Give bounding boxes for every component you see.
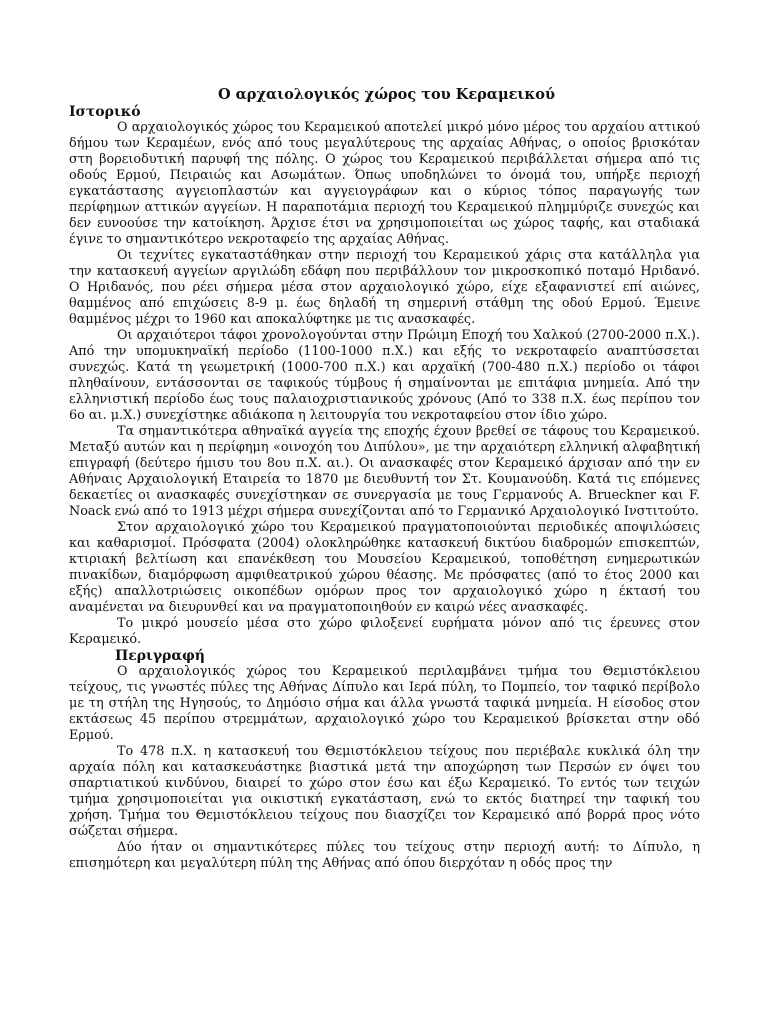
history-paragraph-2: Οι τεχνίτες εγκαταστάθηκαν στην περιοχή του Κεραμεικού χάρις στα κατάλληλα για την κατασκευή αγγείων αργιλώδη εδάφη που περιβάλλουν τον μικροσκοπικό ποταμό Ηριδανό. Ο Ηριδανός, που ρέει σήμερα μέσα στον αρχαιολογικό χώρο, είχε εξαφανιστεί επί αιώνες, θαμμένος από επιχώσεις 8-9 μ. έως δηλαδή τη σημερινή στάθμη της οδού Ερμού. Έμεινε θαμμένος μέχρι το 1960 και αποκαλύφτηκε με τις ανασκαφές. [69, 248, 700, 327]
section-heading-history: Ιστορικό [69, 104, 141, 120]
history-paragraph-5: Στον αρχαιολογικό χώρο του Κεραμεικού πραγματοποιούνται περιοδικές αποψιλώσεις και καθαρισμοί. Πρόσφατα (2004) ολοκληρώθηκε κατασκευή δικτύου διαδρομών επισκεπτών, κτιριακή βελτίωση και επανέκθεση του Μουσείου Κεραμεικού, τοποθέτηση ενημερωτικών πινακίδων, διαμόρφωση αμφιθεατρικού χώρου θέασης. Με πρόσφατες (από το έτος 2000 και εξής) απαλλοτριώσεις οικοπέδων ομόρων προς τον αρχαιολογικό χώρο η έκτασή του αναμένεται να διευρυνθεί και να πραγματοποιηθούν εν καιρώ νέες ανασκαφές. [69, 520, 700, 615]
section-heading-description: Περιγραφή [115, 648, 205, 664]
document-title: Ο αρχαιολογικός χώρος του Κεραμεικού [217, 86, 556, 103]
history-paragraph-6: Το μικρό μουσείο μέσα στο χώρο φιλοξενεί ευρήματα μόνον από τις έρευνες στον Κεραμεικό. [69, 616, 700, 647]
history-paragraph-4: Τα σημαντικότερα αθηναϊκά αγγεία της εποχής έχουν βρεθεί σε τάφους του Κεραμεικού. Μεταξύ αυτών και η περίφημη «οινοχόη του Διπύλου», με την αρχαιότερη ελληνική αλφαβητική επιγραφή (δεύτερο ήμισυ του 8ου π.Χ. αι.). Οι ανασκαφές στον Κεραμεικό άρχισαν από την εν Αθήναις Αρχαιολογική Εταιρεία το 1870 με διευθυντή τον Στ. Κουμανούδη. Κατά τις επόμενες δεκαετίες οι ανασκαφές συνεχίστηκαν σε συνεργασία με τους Γερμανούς A. Brueckner και F. Noack ενώ από το 1913 μέχρι σήμερα συνεχίζονται από το Γερμανικό Αρχαιολογικό Ινστιτούτο. [69, 424, 700, 519]
history-paragraph-1: Ο αρχαιολογικός χώρος του Κεραμεικού αποτελεί μικρό μόνο μέρος του αρχαίου αττικού δήμου των Κεραμέων, ενός από τους μεγαλύτερους της αρχαίας Αθήνας, ο οποίος βρισκόταν στη βορειοδυτική παρυφή της πόλης. Ο χώρος του Κεραμεικού περιβάλλεται σήμερα από τις οδούς Ερμού, Πειραιώς και Ασωμάτων. Όπως υποδηλώνει το όνομά του, υπήρξε περιοχή εγκατάστασης αγγειοπλαστών και αγγειογράφων και ο κύριος τόπος παραγωγής των περίφημων αττικών αγγείων. Η παραποτάμια περιοχή του Κεραμεικού πλημμύριζε συνεχώς και δεν ευνοούσε την κατοίκηση. Άρχισε έτσι να χρησιμοποιείται ως χώρος ταφής, και σταδιακά έγινε το σημαντικότερο νεκροταφείο της αρχαίας Αθήνας. [69, 120, 700, 247]
description-paragraph-1: Ο αρχαιολογικός χώρος του Κεραμεικού περιλαμβάνει τμήμα του Θεμιστόκλειου τείχους, τις γνωστές πύλες της Αθήνας Δίπυλο και Ιερά πύλη, το Πομπείο, τον ταφικό περίβολο με τη στήλη της Ηγησούς, το Δημόσιο σήμα και άλλα γνωστά ταφικά μνημεία. Η είσοδος στον εκτάσεως 45 περίπου στρεμμάτων, αρχαιολογικό χώρο του Κεραμεικού βρίσκεται στην οδό Ερμού. [69, 664, 700, 743]
history-paragraph-3: Οι αρχαιότεροι τάφοι χρονολογούνται στην Πρώιμη Εποχή του Χαλκού (2700-2000 π.Χ.). Από την υπομυκηναϊκή περίοδο (1100-1000 π.Χ.) και εξής το νεκροταφείο αναπτύσσεται συνεχώς. Κατά τη γεωμετρική (1000-700 π.Χ.) και αρχαϊκή (700-480 π.Χ.) περίοδο οι τάφοι πληθαίνουν, εντάσσονται σε ταφικούς τύμβους ή σημαίνονται με επιτάφια μνημεία. Από την ελληνιστική περίοδο έως τους παλαιοχριστιανικούς χρόνους (Από το 338 π.Χ. έως περίπου τον 6ο αι. μ.Χ.) συνεχίστηκε αδιάκοπα η λειτουργία του νεκροταφείου στον ίδιο χώρο. [69, 328, 700, 423]
description-paragraph-2: Το 478 π.Χ. η κατασκευή του Θεμιστόκλειου τείχους που περιέβαλε κυκλικά όλη την αρχαία πόλη και κατασκευάστηκε βιαστικά μετά την αποχώρηση των Περσών εν όψει του σπαρτιατικού κινδύνου, διαιρεί το χώρο στον έσω και έξω Κεραμεικό. Το εντός των τειχών τμήμα χρησιμοποιείται για οικιστική εγκατάσταση, ενώ το εκτός διατηρεί την ταφική του χρήση. Τμήμα του Θεμιστόκλειου τείχους που διασχίζει τον Κεραμεικό από βορρά προς νότο σώζεται σήμερα. [69, 744, 700, 839]
description-paragraph-3: Δύο ήταν οι σημαντικότερες πύλες του τείχους στην περιοχή αυτή: το Δίπυλο, η επισημότερη και μεγαλύτερη πύλη της Αθήνας από όπου διερχόταν η οδός προς την [69, 840, 700, 871]
